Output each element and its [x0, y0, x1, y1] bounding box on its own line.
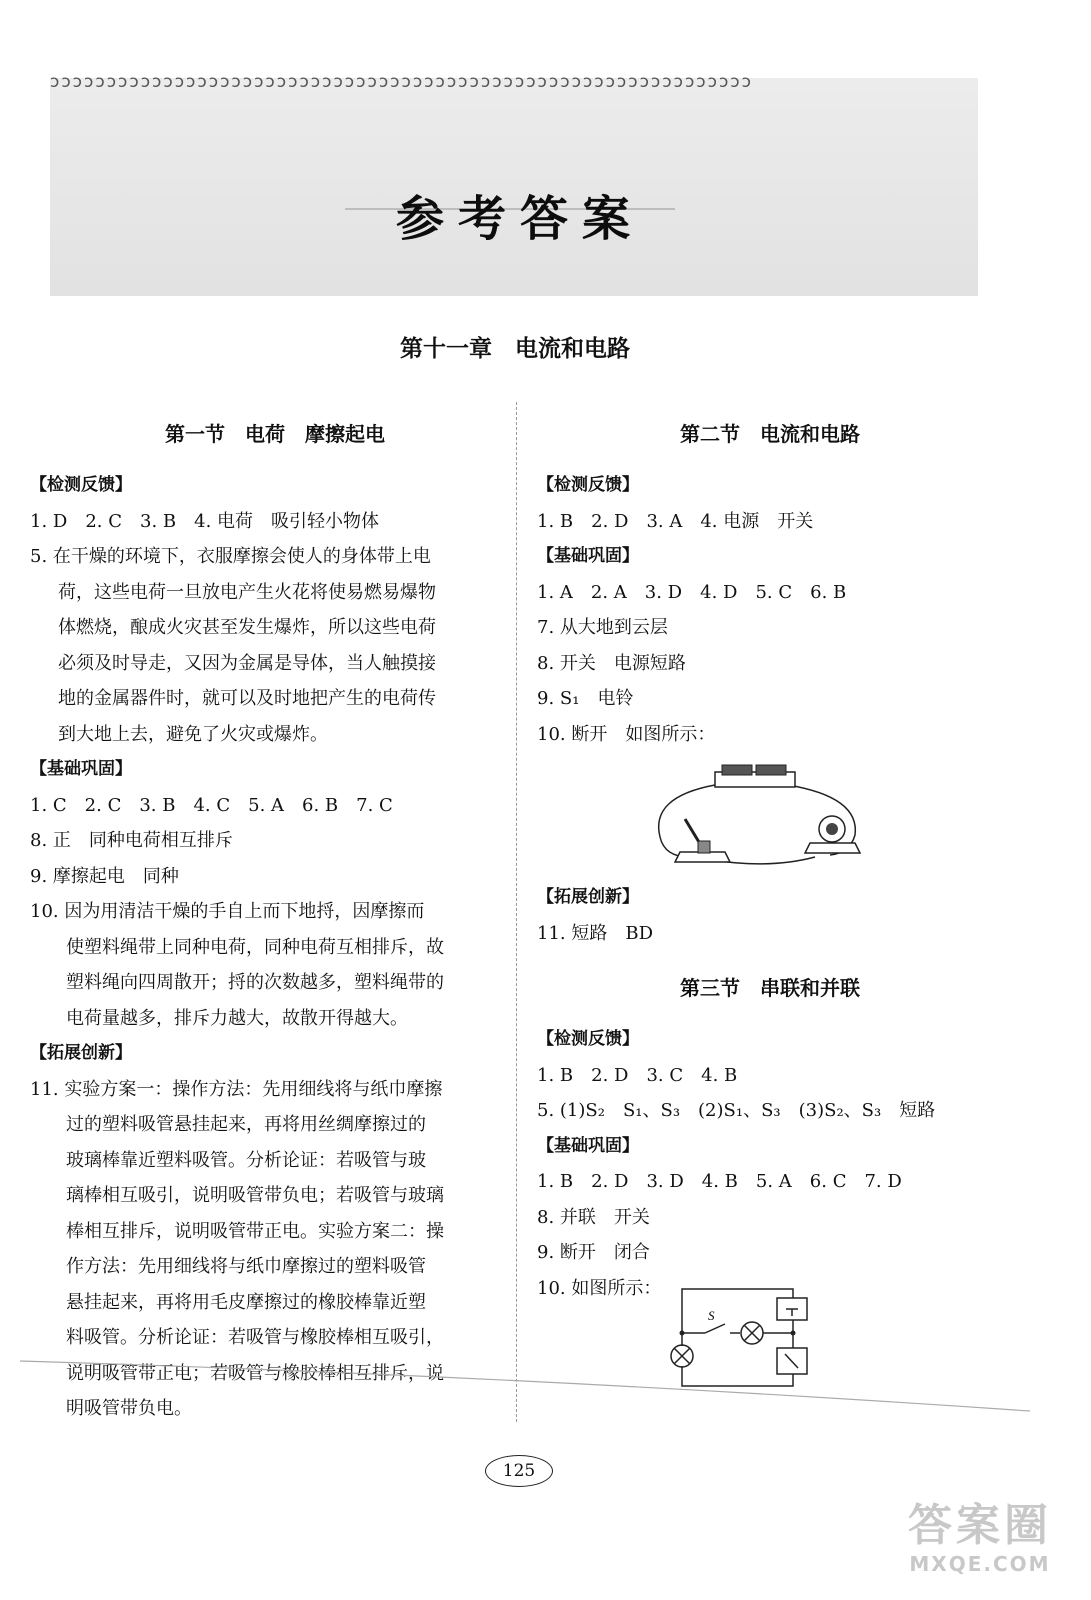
- answer-line: 作方法：先用细线将与纸巾摩擦过的塑料吸管: [66, 1256, 426, 1277]
- page-number: 125: [485, 1455, 553, 1487]
- section-heading: 【检测反馈】: [30, 475, 132, 495]
- answer-line: 1. C 2. C 3. B 4. C 5. A 6. B 7. C: [30, 794, 393, 816]
- answer-line: 10. 因为用清洁干燥的手自上而下地捋，因摩擦而: [30, 901, 425, 922]
- section-heading: 【检测反馈】: [537, 1029, 639, 1049]
- section-heading: 【拓展创新】: [537, 887, 639, 907]
- answer-line: 棒相互排斥，说明吸管带正电。实验方案二：操: [66, 1220, 444, 1242]
- page-title: 参考答案: [395, 191, 644, 247]
- left-answers: [30, 468, 510, 1427]
- section-3-answers: [537, 1022, 1017, 1306]
- answer-line: 1. A 2. A 3. D 4. D 5. C 6. B: [537, 581, 847, 603]
- answer-line: 1. D 2. C 3. B 4. 电荷 吸引轻小物体: [30, 510, 380, 532]
- answer-line: 9. 摩擦起电 同种: [30, 865, 179, 887]
- answer-line: 10. 如图所示：: [537, 1277, 662, 1299]
- answer-line: 明吸管带负电。: [66, 1398, 192, 1419]
- switch-label: S: [708, 1308, 715, 1323]
- circuit-figure-1: [650, 757, 865, 877]
- answer-line: 地的金属器件时，就可以及时地把产生的电荷传: [58, 688, 436, 709]
- answer-line: 5. 在干燥的环境下，衣服摩擦会使人的身体带上电: [30, 546, 431, 567]
- answer-line: 料吸管。分析论证：若吸管与橡胶棒相互吸引，: [66, 1327, 444, 1348]
- answer-line: 8. 正 同种电荷相互排斥: [30, 830, 233, 851]
- answer-line: 电荷量越多，排斥力越大，故散开得越大。: [66, 1007, 408, 1029]
- answer-line: 使塑料绳带上同种电荷，同种电荷互相排斥，故: [66, 936, 444, 958]
- watermark-logo: [890, 1500, 1070, 1576]
- answer-line: 11. 实验方案一：操作方法：先用细线将与纸巾摩擦: [30, 1078, 443, 1100]
- answer-line: 塑料绳向四周散开；捋的次数越多，塑料绳带的: [66, 972, 444, 993]
- answer-line: 7. 从大地到云层: [537, 617, 668, 638]
- section-title-1: 第一节 电荷 摩擦起电: [165, 422, 385, 446]
- answer-line: 11. 短路 BD: [537, 922, 654, 944]
- section-2-answers: [537, 468, 1017, 752]
- answer-line: 过的塑料吸管悬挂起来，再将用丝绸摩擦过的: [66, 1114, 426, 1135]
- section-heading: 【拓展创新】: [30, 1043, 132, 1063]
- answer-line: 10. 断开 如图所示：: [537, 723, 716, 745]
- answer-line: 到大地上去，避免了火灾或爆炸。: [58, 723, 328, 745]
- answer-line: 5. (1)S₂ S₁、S₃ (2)S₁、S₃ (3)S₂、S₃ 短路: [537, 1100, 936, 1121]
- answer-line: 8. 开关 电源短路: [537, 652, 686, 674]
- answer-line: 9. 断开 闭合: [537, 1242, 650, 1263]
- answer-line: 9. S₁ 电铃: [537, 688, 634, 709]
- watermark-text: 答案圈: [908, 1500, 1052, 1551]
- answer-line: 1. B 2. D 3. C 4. B: [537, 1064, 738, 1086]
- section-heading: 【基础巩固】: [30, 759, 132, 779]
- section-title-3: 第三节 串联和并联: [680, 976, 860, 1000]
- section-heading: 【基础巩固】: [537, 1135, 639, 1156]
- answer-line: 1. B 2. D 3. A 4. 电源 开关: [537, 510, 814, 532]
- chapter-title: 第十一章 电流和电路: [400, 336, 630, 362]
- answer-line: 荷，这些电荷一旦放电产生火花将使易燃易爆物: [58, 581, 436, 603]
- page-curve-line: [20, 1356, 1030, 1416]
- answer-line: 体燃烧，酿成火灾甚至发生爆炸，所以这些电荷: [58, 617, 436, 638]
- spiral-binding-decoration: ɔɔɔɔɔɔɔɔɔɔɔɔɔɔɔɔɔɔɔɔɔɔɔɔɔɔɔɔɔɔɔɔɔɔɔɔɔɔɔɔɔɔɔɔɔɔɔɔɔɔɔɔɔɔɔɔɔɔɔɔɔɔ: [50, 72, 753, 92]
- answer-line: 璃棒相互吸引，说明吸管带负电；若吸管与玻璃: [66, 1185, 444, 1206]
- section-2-extension: [537, 880, 1017, 951]
- section-heading: 【基础巩固】: [537, 546, 639, 566]
- answer-line: 1. B 2. D 3. D 4. B 5. A 6. C 7. D: [537, 1171, 902, 1192]
- answer-line: 8. 并联 开关: [537, 1206, 650, 1228]
- column-divider: [516, 402, 517, 1422]
- section-heading: 【检测反馈】: [537, 475, 639, 495]
- answer-line: 说明吸管带正电；若吸管与橡胶棒相互排斥，说: [66, 1362, 444, 1384]
- watermark-url: MXQE.COM: [909, 1552, 1051, 1576]
- answer-line: 必须及时导走，又因为金属是导体，当人触摸接: [58, 652, 436, 674]
- answer-line: 悬挂起来，再将用毛皮摩擦过的橡胶棒靠近塑: [66, 1291, 426, 1313]
- answer-line: 玻璃棒靠近塑料吸管。分析论证：若吸管与玻: [66, 1149, 426, 1171]
- section-title-2: 第二节 电流和电路: [680, 422, 860, 446]
